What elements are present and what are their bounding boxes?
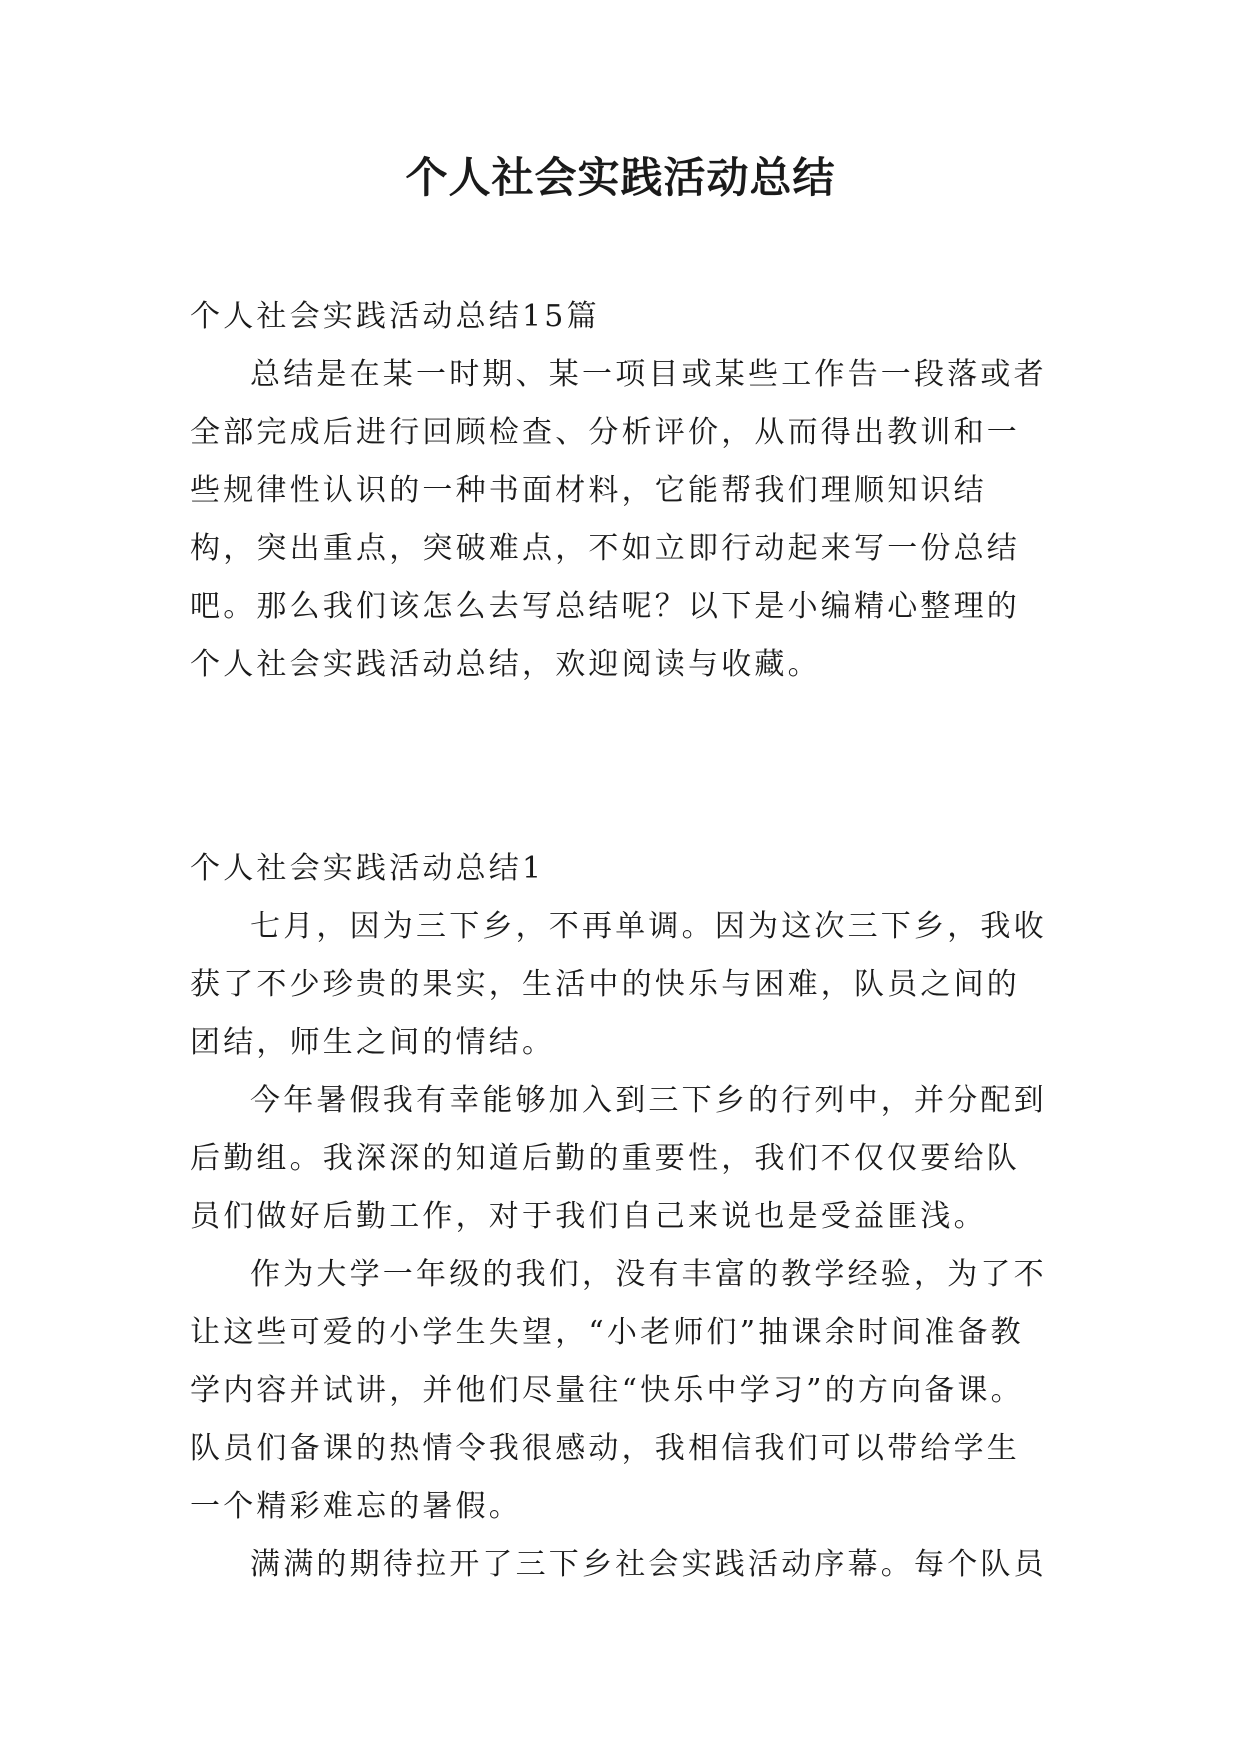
- section-heading: 个人社会实践活动总结1: [190, 851, 545, 886]
- paragraph: 今年暑假我有幸能够加入到三下乡的行列中，并分配到后勤组。我深深的知道后勤的重要性，我们不仅仅要给队员们做好后勤工作，对于我们自己来说也是受益匪浅。: [190, 1083, 1047, 1234]
- subtitle: 个人社会实践活动总结15篇: [190, 299, 600, 334]
- paragraph: 七月，因为三下乡，不再单调。因为这次三下乡，我收获了不少珍贵的果实，生活中的快乐与困难，队员之间的团结，师生之间的情结。: [190, 909, 1047, 1060]
- paragraph: 作为大学一年级的我们，没有丰富的教学经验，为了不让这些可爱的小学生失望，“小老师们”抽课余时间准备教学内容并试讲，并他们尽量往“快乐中学习”的方向备课。队员们备课的热情令我很感动，我相信我们可以带给学生一个精彩难忘的暑假。: [190, 1257, 1047, 1524]
- document-title: 个人社会实践活动总结: [405, 153, 836, 202]
- document-body: [190, 288, 1050, 1594]
- intro-paragraph: 总结是在某一时期、某一项目或某些工作告一段落或者全部完成后进行回顾检查、分析评价，从而得出教训和一些规律性认识的一种书面材料，它能帮我们理顺知识结构，突出重点，突破难点，不如立即行动起来写一份总结吧。那么我们该怎么去写总结呢？以下是小编精心整理的个人社会实践活动总结，欢迎阅读与收藏。: [190, 357, 1047, 682]
- paragraph: 满满的期待拉开了三下乡社会实践活动序幕。每个队员: [250, 1547, 1047, 1582]
